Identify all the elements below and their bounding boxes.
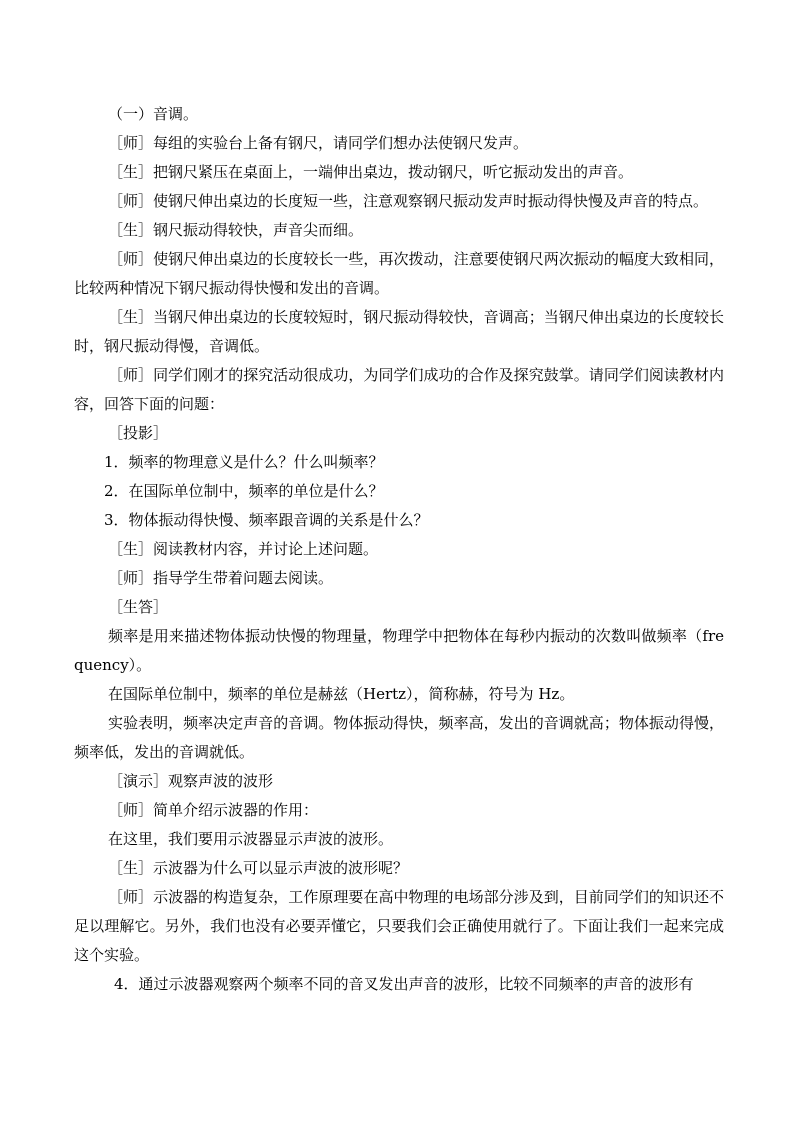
paragraph-teacher-7: ［师］示波器的构造复杂，工作原理要在高中物理的电场部分涉及到，目前同学们的知识还不足以理解它。另外，我们也没有必要弄懂它，只要我们会正确使用就行了。下面让我们一起来完成这个实验。 [74,888,724,964]
paragraph-teacher-6: ［师］简单介绍示波器的作用： [108,801,319,819]
paragraph-oscilloscope-intro: 在这里，我们要用示波器显示声波的波形。 [108,830,394,848]
paragraph-answer-frequency-definition: 频率是用来描述物体振动快慢的物理量，物理学中把物体在每秒内振动的次数叫做频率（frequency）。 [74,627,724,674]
question-2: 2．在国际单位制中，频率的单位是什么？ [104,482,384,500]
paragraph-student-3: ［生］当钢尺伸出桌边的长度较短时，钢尺振动得较快，音调高；当钢尺伸出桌边的长度较长时，钢尺振动得慢，音调低。 [74,308,724,355]
paragraph-student-5: ［生］示波器为什么可以显示声波的波形呢？ [108,859,409,877]
paragraph-student-2: ［生］钢尺振动得较快，声音尖而细。 [108,221,364,239]
paragraph-teacher-2: ［师］使钢尺伸出桌边的长度短一些，注意观察钢尺振动发声时振动得快慢及声音的特点。 [108,192,709,210]
paragraph-teacher-4: ［师］同学们刚才的探究活动很成功，为同学们成功的合作及探究鼓掌。请同学们阅读教材内容，回答下面的问题： [74,366,724,413]
paragraph-teacher-1: ［师］每组的实验台上备有钢尺，请同学们想办法使钢尺发声。 [108,134,529,152]
document-body [74,100,724,999]
paragraph-student-answer-label: ［生答］ [108,598,169,616]
question-3: 3．物体振动得快慢、频率跟音调的关系是什么？ [104,511,429,529]
paragraph-answer-frequency-unit: 在国际单位制中，频率的单位是赫兹（Hertz），简称赫，符号为 Hz。 [108,685,575,703]
paragraph-student-1: ［生］把钢尺紧压在桌面上，一端伸出桌边，拨动钢尺，听它振动发出的声音。 [108,163,634,181]
paragraph-answer-pitch-relation: 实验表明，频率决定声音的音调。物体振动得快，频率高，发出的音调就高；物体振动得慢，频率低，发出的音调就低。 [74,714,724,761]
question-1: 1．频率的物理意义是什么？什么叫频率？ [104,453,384,471]
question-4: 4．通过示波器观察两个频率不同的音叉发出声音的波形，比较不同频率的声音的波形有 [114,975,694,993]
paragraph-teacher-5: ［师］指导学生带着问题去阅读。 [108,569,334,587]
paragraph-demo-label: ［演示］观察声波的波形 [108,772,274,790]
paragraph-section-heading: （一）音调。 [108,105,199,123]
paragraph-teacher-3: ［师］使钢尺伸出桌边的长度较长一些，再次拨动，注意要使钢尺两次振动的幅度大致相同，比较两种情况下钢尺振动得快慢和发出的音调。 [74,250,724,297]
paragraph-projection-label: ［投影］ [108,424,169,442]
paragraph-student-4: ［生］阅读教材内容，并讨论上述问题。 [108,540,379,558]
